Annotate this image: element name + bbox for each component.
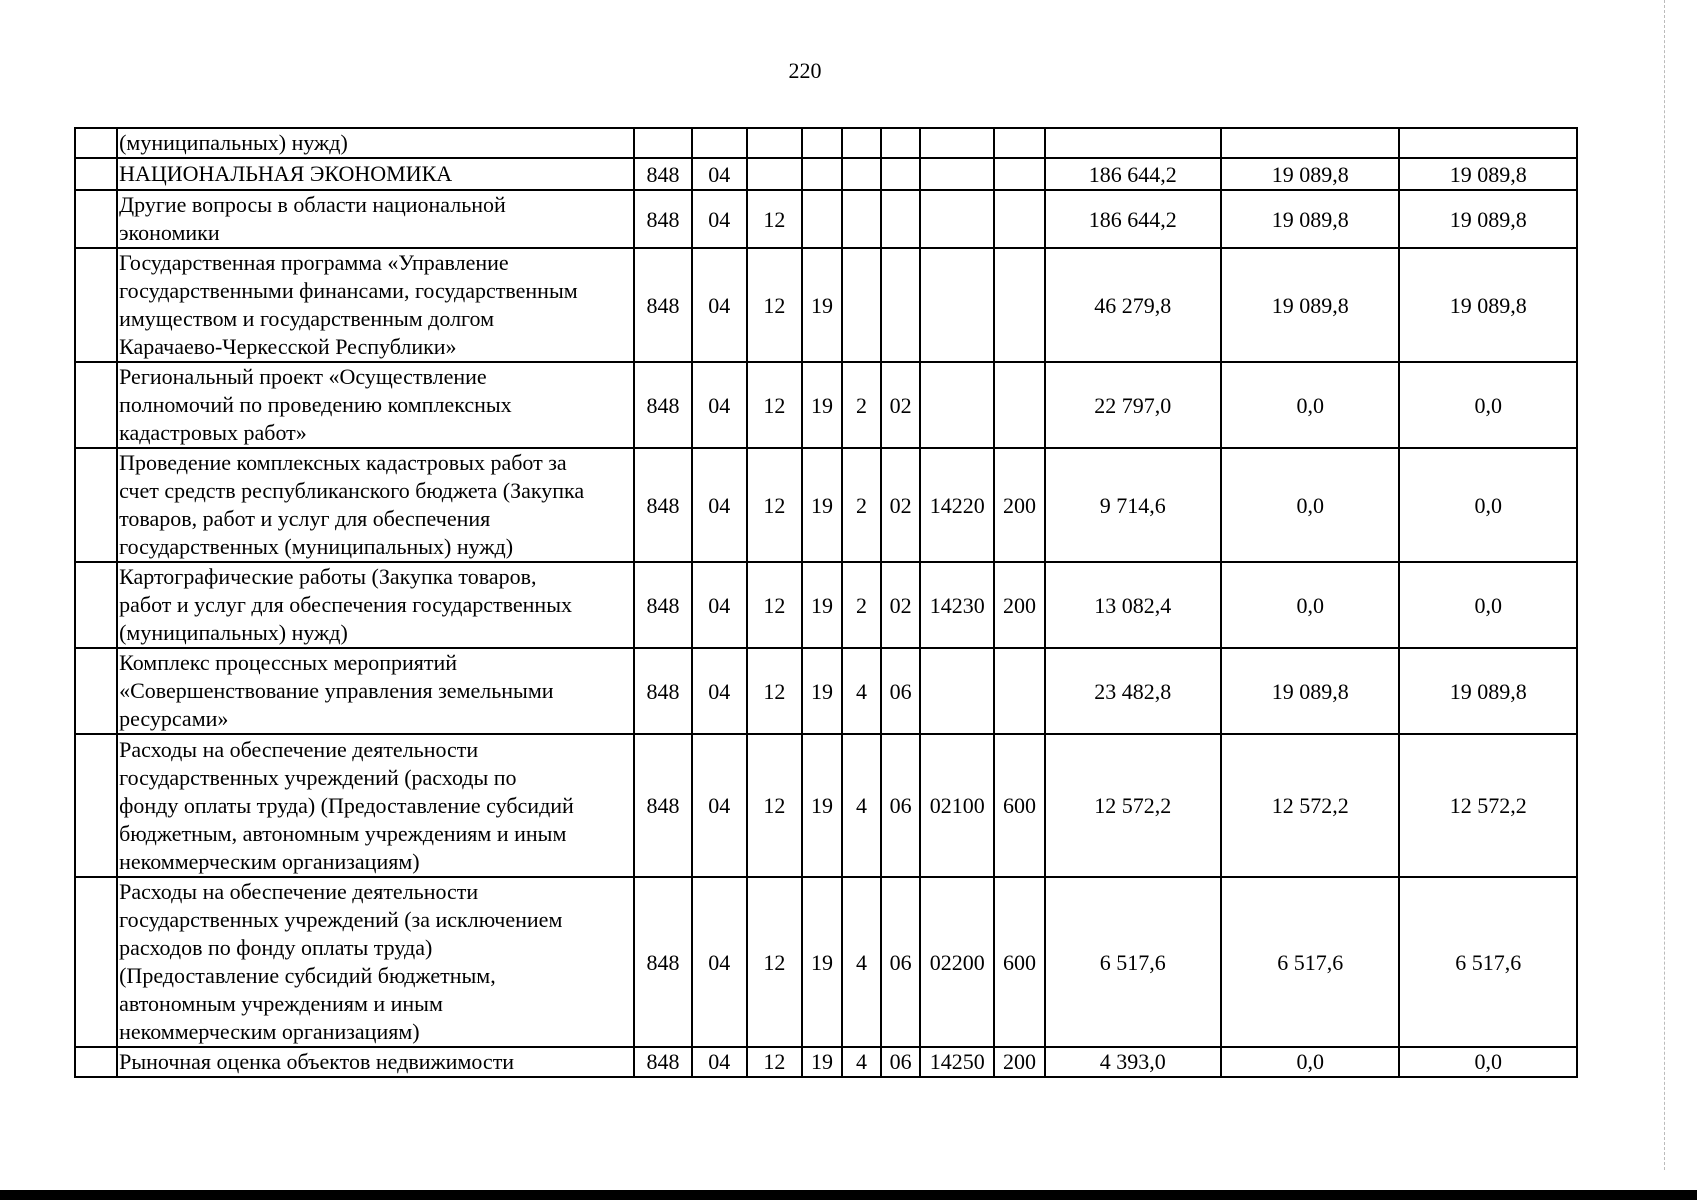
subprogram-code bbox=[842, 248, 881, 362]
row-description: Проведение комплексных кадастровых работ за счет средств республиканского бюджета (Закупка товаров, работ и услуг для обеспечения государственных (муниципальных) нужд) bbox=[117, 448, 634, 562]
gr-code bbox=[634, 128, 691, 158]
direction-code bbox=[920, 190, 994, 248]
subsection-code: 12 bbox=[747, 877, 802, 1047]
event-code: 06 bbox=[881, 734, 920, 877]
section-code bbox=[692, 128, 747, 158]
amount-year-2: 0,0 bbox=[1221, 1047, 1399, 1077]
direction-code bbox=[920, 648, 994, 734]
row-marker-cell bbox=[75, 734, 117, 877]
table-row bbox=[75, 158, 1577, 190]
expense-type-code: 200 bbox=[994, 562, 1044, 648]
expense-type-code bbox=[994, 190, 1044, 248]
event-code bbox=[881, 158, 920, 190]
amount-year-2: 6 517,6 bbox=[1221, 877, 1399, 1047]
row-marker-cell bbox=[75, 362, 117, 448]
amount-year-1: 4 393,0 bbox=[1045, 1047, 1221, 1077]
program-code: 19 bbox=[802, 877, 842, 1047]
gr-code: 848 bbox=[634, 362, 691, 448]
subsection-code: 12 bbox=[747, 190, 802, 248]
gr-code: 848 bbox=[634, 158, 691, 190]
program-code bbox=[802, 190, 842, 248]
amount-year-1: 6 517,6 bbox=[1045, 877, 1221, 1047]
event-code: 02 bbox=[881, 562, 920, 648]
gr-code: 848 bbox=[634, 562, 691, 648]
program-code: 19 bbox=[802, 362, 842, 448]
program-code bbox=[802, 158, 842, 190]
amount-year-3: 19 089,8 bbox=[1399, 190, 1577, 248]
row-description: Комплекс процессных мероприятий «Совершенствование управления земельными ресурсами» bbox=[117, 648, 634, 734]
expense-type-code bbox=[994, 248, 1044, 362]
amount-year-3: 0,0 bbox=[1399, 362, 1577, 448]
amount-year-3: 6 517,6 bbox=[1399, 877, 1577, 1047]
direction-code: 14230 bbox=[920, 562, 994, 648]
section-code: 04 bbox=[692, 1047, 747, 1077]
event-code bbox=[881, 248, 920, 362]
amount-year-2: 19 089,8 bbox=[1221, 248, 1399, 362]
row-marker-cell bbox=[75, 1047, 117, 1077]
gr-code: 848 bbox=[634, 1047, 691, 1077]
event-code bbox=[881, 190, 920, 248]
amount-year-1: 22 797,0 bbox=[1045, 362, 1221, 448]
amount-year-3: 12 572,2 bbox=[1399, 734, 1577, 877]
table-row bbox=[75, 362, 1577, 448]
scan-bottom-bar bbox=[0, 1190, 1697, 1200]
expense-type-code: 600 bbox=[994, 877, 1044, 1047]
gr-code: 848 bbox=[634, 190, 691, 248]
table-row bbox=[75, 248, 1577, 362]
row-marker-cell bbox=[75, 128, 117, 158]
expense-type-code bbox=[994, 158, 1044, 190]
expense-type-code: 200 bbox=[994, 1047, 1044, 1077]
subsection-code: 12 bbox=[747, 562, 802, 648]
direction-code: 14220 bbox=[920, 448, 994, 562]
event-code: 02 bbox=[881, 362, 920, 448]
amount-year-2: 0,0 bbox=[1221, 562, 1399, 648]
expense-type-code bbox=[994, 648, 1044, 734]
direction-code bbox=[920, 248, 994, 362]
amount-year-1: 186 644,2 bbox=[1045, 158, 1221, 190]
subsection-code: 12 bbox=[747, 448, 802, 562]
section-code: 04 bbox=[692, 362, 747, 448]
row-marker-cell bbox=[75, 248, 117, 362]
scan-edge-line bbox=[1664, 0, 1666, 1170]
direction-code bbox=[920, 362, 994, 448]
amount-year-2: 12 572,2 bbox=[1221, 734, 1399, 877]
row-description: (муниципальных) нужд) bbox=[117, 128, 634, 158]
row-marker-cell bbox=[75, 648, 117, 734]
expense-type-code: 200 bbox=[994, 448, 1044, 562]
event-code: 06 bbox=[881, 877, 920, 1047]
table-row bbox=[75, 190, 1577, 248]
row-marker-cell bbox=[75, 877, 117, 1047]
event-code: 02 bbox=[881, 448, 920, 562]
amount-year-1: 186 644,2 bbox=[1045, 190, 1221, 248]
amount-year-2 bbox=[1221, 128, 1399, 158]
subprogram-code: 2 bbox=[842, 448, 881, 562]
amount-year-3: 19 089,8 bbox=[1399, 248, 1577, 362]
amount-year-3: 19 089,8 bbox=[1399, 648, 1577, 734]
row-marker-cell bbox=[75, 190, 117, 248]
subsection-code: 12 bbox=[747, 362, 802, 448]
amount-year-2: 19 089,8 bbox=[1221, 158, 1399, 190]
amount-year-3: 19 089,8 bbox=[1399, 158, 1577, 190]
row-description: Региональный проект «Осуществление полномочий по проведению комплексных кадастровых работ» bbox=[117, 362, 634, 448]
program-code bbox=[802, 128, 842, 158]
amount-year-2: 19 089,8 bbox=[1221, 648, 1399, 734]
subprogram-code: 4 bbox=[842, 1047, 881, 1077]
amount-year-1: 12 572,2 bbox=[1045, 734, 1221, 877]
amount-year-3: 0,0 bbox=[1399, 448, 1577, 562]
section-code: 04 bbox=[692, 190, 747, 248]
amount-year-3 bbox=[1399, 128, 1577, 158]
row-description: Рыночная оценка объектов недвижимости bbox=[117, 1047, 634, 1077]
event-code bbox=[881, 128, 920, 158]
row-description: Расходы на обеспечение деятельности государственных учреждений (расходы по фонду оплаты труда) (Предоставление субсидий бюджетным, автономным учреждениям и иным некоммерческим организациям) bbox=[117, 734, 634, 877]
section-code: 04 bbox=[692, 648, 747, 734]
event-code: 06 bbox=[881, 1047, 920, 1077]
subprogram-code bbox=[842, 128, 881, 158]
subsection-code: 12 bbox=[747, 648, 802, 734]
section-code: 04 bbox=[692, 877, 747, 1047]
direction-code bbox=[920, 158, 994, 190]
section-code: 04 bbox=[692, 734, 747, 877]
amount-year-3: 0,0 bbox=[1399, 1047, 1577, 1077]
subprogram-code: 4 bbox=[842, 648, 881, 734]
program-code: 19 bbox=[802, 448, 842, 562]
subsection-code: 12 bbox=[747, 248, 802, 362]
amount-year-1: 13 082,4 bbox=[1045, 562, 1221, 648]
row-marker-cell bbox=[75, 448, 117, 562]
table-row bbox=[75, 128, 1577, 158]
row-description: Государственная программа «Управление государственными финансами, государственным имуществом и государственным долгом Карачаево-Черкесской Республики» bbox=[117, 248, 634, 362]
amount-year-2: 0,0 bbox=[1221, 448, 1399, 562]
section-code: 04 bbox=[692, 448, 747, 562]
page-number: 220 bbox=[788, 58, 822, 83]
gr-code: 848 bbox=[634, 877, 691, 1047]
table-row bbox=[75, 648, 1577, 734]
subprogram-code: 2 bbox=[842, 362, 881, 448]
budget-table bbox=[74, 127, 1578, 1078]
row-description: НАЦИОНАЛЬНАЯ ЭКОНОМИКА bbox=[117, 158, 634, 190]
section-code: 04 bbox=[692, 248, 747, 362]
amount-year-2: 0,0 bbox=[1221, 362, 1399, 448]
event-code: 06 bbox=[881, 648, 920, 734]
subprogram-code bbox=[842, 190, 881, 248]
direction-code bbox=[920, 128, 994, 158]
gr-code: 848 bbox=[634, 448, 691, 562]
expense-type-code bbox=[994, 362, 1044, 448]
program-code: 19 bbox=[802, 648, 842, 734]
section-code: 04 bbox=[692, 562, 747, 648]
gr-code: 848 bbox=[634, 248, 691, 362]
section-code: 04 bbox=[692, 158, 747, 190]
table-row bbox=[75, 877, 1577, 1047]
row-marker-cell bbox=[75, 158, 117, 190]
gr-code: 848 bbox=[634, 648, 691, 734]
table-row bbox=[75, 448, 1577, 562]
subsection-code bbox=[747, 128, 802, 158]
amount-year-1: 9 714,6 bbox=[1045, 448, 1221, 562]
row-description: Другие вопросы в области национальной экономики bbox=[117, 190, 634, 248]
program-code: 19 bbox=[802, 1047, 842, 1077]
program-code: 19 bbox=[802, 734, 842, 877]
table-row bbox=[75, 734, 1577, 877]
subsection-code: 12 bbox=[747, 734, 802, 877]
gr-code: 848 bbox=[634, 734, 691, 877]
amount-year-3: 0,0 bbox=[1399, 562, 1577, 648]
subprogram-code: 2 bbox=[842, 562, 881, 648]
direction-code: 02100 bbox=[920, 734, 994, 877]
subprogram-code: 4 bbox=[842, 877, 881, 1047]
direction-code: 14250 bbox=[920, 1047, 994, 1077]
subsection-code bbox=[747, 158, 802, 190]
row-description: Картографические работы (Закупка товаров, работ и услуг для обеспечения государственных (муниципальных) нужд) bbox=[117, 562, 634, 648]
amount-year-2: 19 089,8 bbox=[1221, 190, 1399, 248]
program-code: 19 bbox=[802, 562, 842, 648]
amount-year-1: 23 482,8 bbox=[1045, 648, 1221, 734]
amount-year-1: 46 279,8 bbox=[1045, 248, 1221, 362]
direction-code: 02200 bbox=[920, 877, 994, 1047]
subprogram-code: 4 bbox=[842, 734, 881, 877]
expense-type-code: 600 bbox=[994, 734, 1044, 877]
expense-type-code bbox=[994, 128, 1044, 158]
row-marker-cell bbox=[75, 562, 117, 648]
subprogram-code bbox=[842, 158, 881, 190]
subsection-code: 12 bbox=[747, 1047, 802, 1077]
program-code: 19 bbox=[802, 248, 842, 362]
row-description: Расходы на обеспечение деятельности государственных учреждений (за исключением расходов по фонду оплаты труда) (Предоставление субсидий бюджетным, автономным учреждениям и иным некоммерческим организациям) bbox=[117, 877, 634, 1047]
table-row bbox=[75, 1047, 1577, 1077]
table-row bbox=[75, 562, 1577, 648]
amount-year-1 bbox=[1045, 128, 1221, 158]
